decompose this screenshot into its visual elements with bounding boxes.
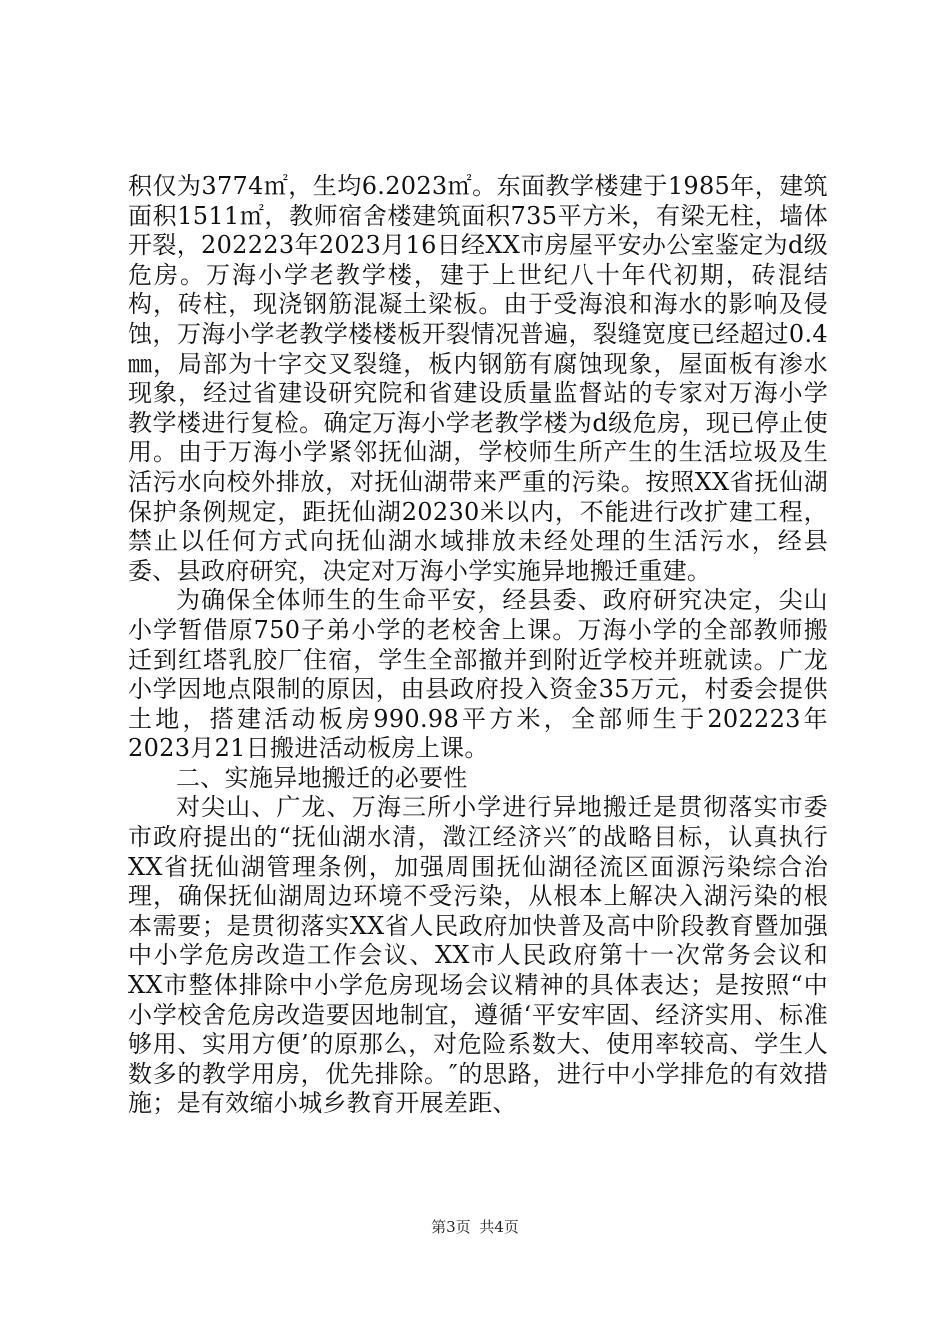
paragraph-necessity: 对尖山、广龙、万海三所小学进行异地搬迁是贯彻落实市委市政府提出的“抚仙湖水清，澂江经济兴″的战略目标，认真执行XX省抚仙湖管理条例，加强周围抚仙湖径流区面源污染综合治理，确保抚仙湖周边环境不受污染，从根本上解决入湖污染的根本需要；是贯彻落实XX省人民政府加快普及高中阶段教育暨加强中小学危房改造工作会议、XX市人民政府第十一次常务会议和XX市整体排除中小学危房现场会议精神的具体表达；是按照“中小学校舍危房改造要因地制宜，遵循‘平安牢固、经济实用、标准够用、实用方便’的原那么，对危险系数大、使用率较高、学生人数多的教学用房，优先排除。″的思路，进行中小学排危的有效措施；是有效缩小城乡教育开展差距、 [128,793,828,1118]
section-heading: 二、实施异地搬迁的必要性 [176,763,468,792]
page-footer [0,1216,950,1237]
document-body [128,172,828,1119]
paragraph-building-condition: 积仅为3774㎡，生均6.2023㎡。东面教学楼建于1985年，建筑面积1511㎡，教师宿舍楼建筑面积735平方米，有梁无柱，墙体开裂，202223年2023月16日经XX市房屋平安办公室鉴定为d级危房。万海小学老教学楼，建于上世纪八十年代初期，砖混结构，砖柱，现浇钢筋混凝土梁板。由于受海浪和海水的影响及侵蚀，万海小学老教学楼楼板开裂情况普遍，裂缝宽度已经超过0.4㎜，局部为十字交叉裂缝，板内钢筋有腐蚀现象，屋面板有渗水现象，经过省建设研究院和省建设质量监督站的专家对万海小学教学楼进行复检。确定万海小学老教学楼为d级危房，现已停止使用。由于万海小学紧邻抚仙湖，学校师生所产生的生活垃圾及生活污水向校外排放，对抚仙湖带来严重的污染。按照XX省抚仙湖保护条例规定，距抚仙湖20230米以内，不能进行改扩建工程，禁止以任何方式向抚仙湖水域排放未经处理的生活污水，经县委、县政府研究，决定对万海小学实施异地搬迁重建。 [128,172,828,585]
page-number: 第3页 [431,1218,471,1236]
total-pages: 共4页 [479,1218,519,1236]
paragraph-temporary-arrangement: 为确保全体师生的生命平安，经县委、政府研究决定，尖山小学暂借原750子弟小学的老校舍上课。万海小学的全部教师搬迁到红塔乳胶厂住宿，学生全部撤并到附近学校并班就读。广龙小学因地点限制的原因，由县政府投入资金35万元，村委会提供土地，搭建活动板房990.98平方米，全部师生于202223年2023月21日搬进活动板房上课。 [128,586,828,763]
